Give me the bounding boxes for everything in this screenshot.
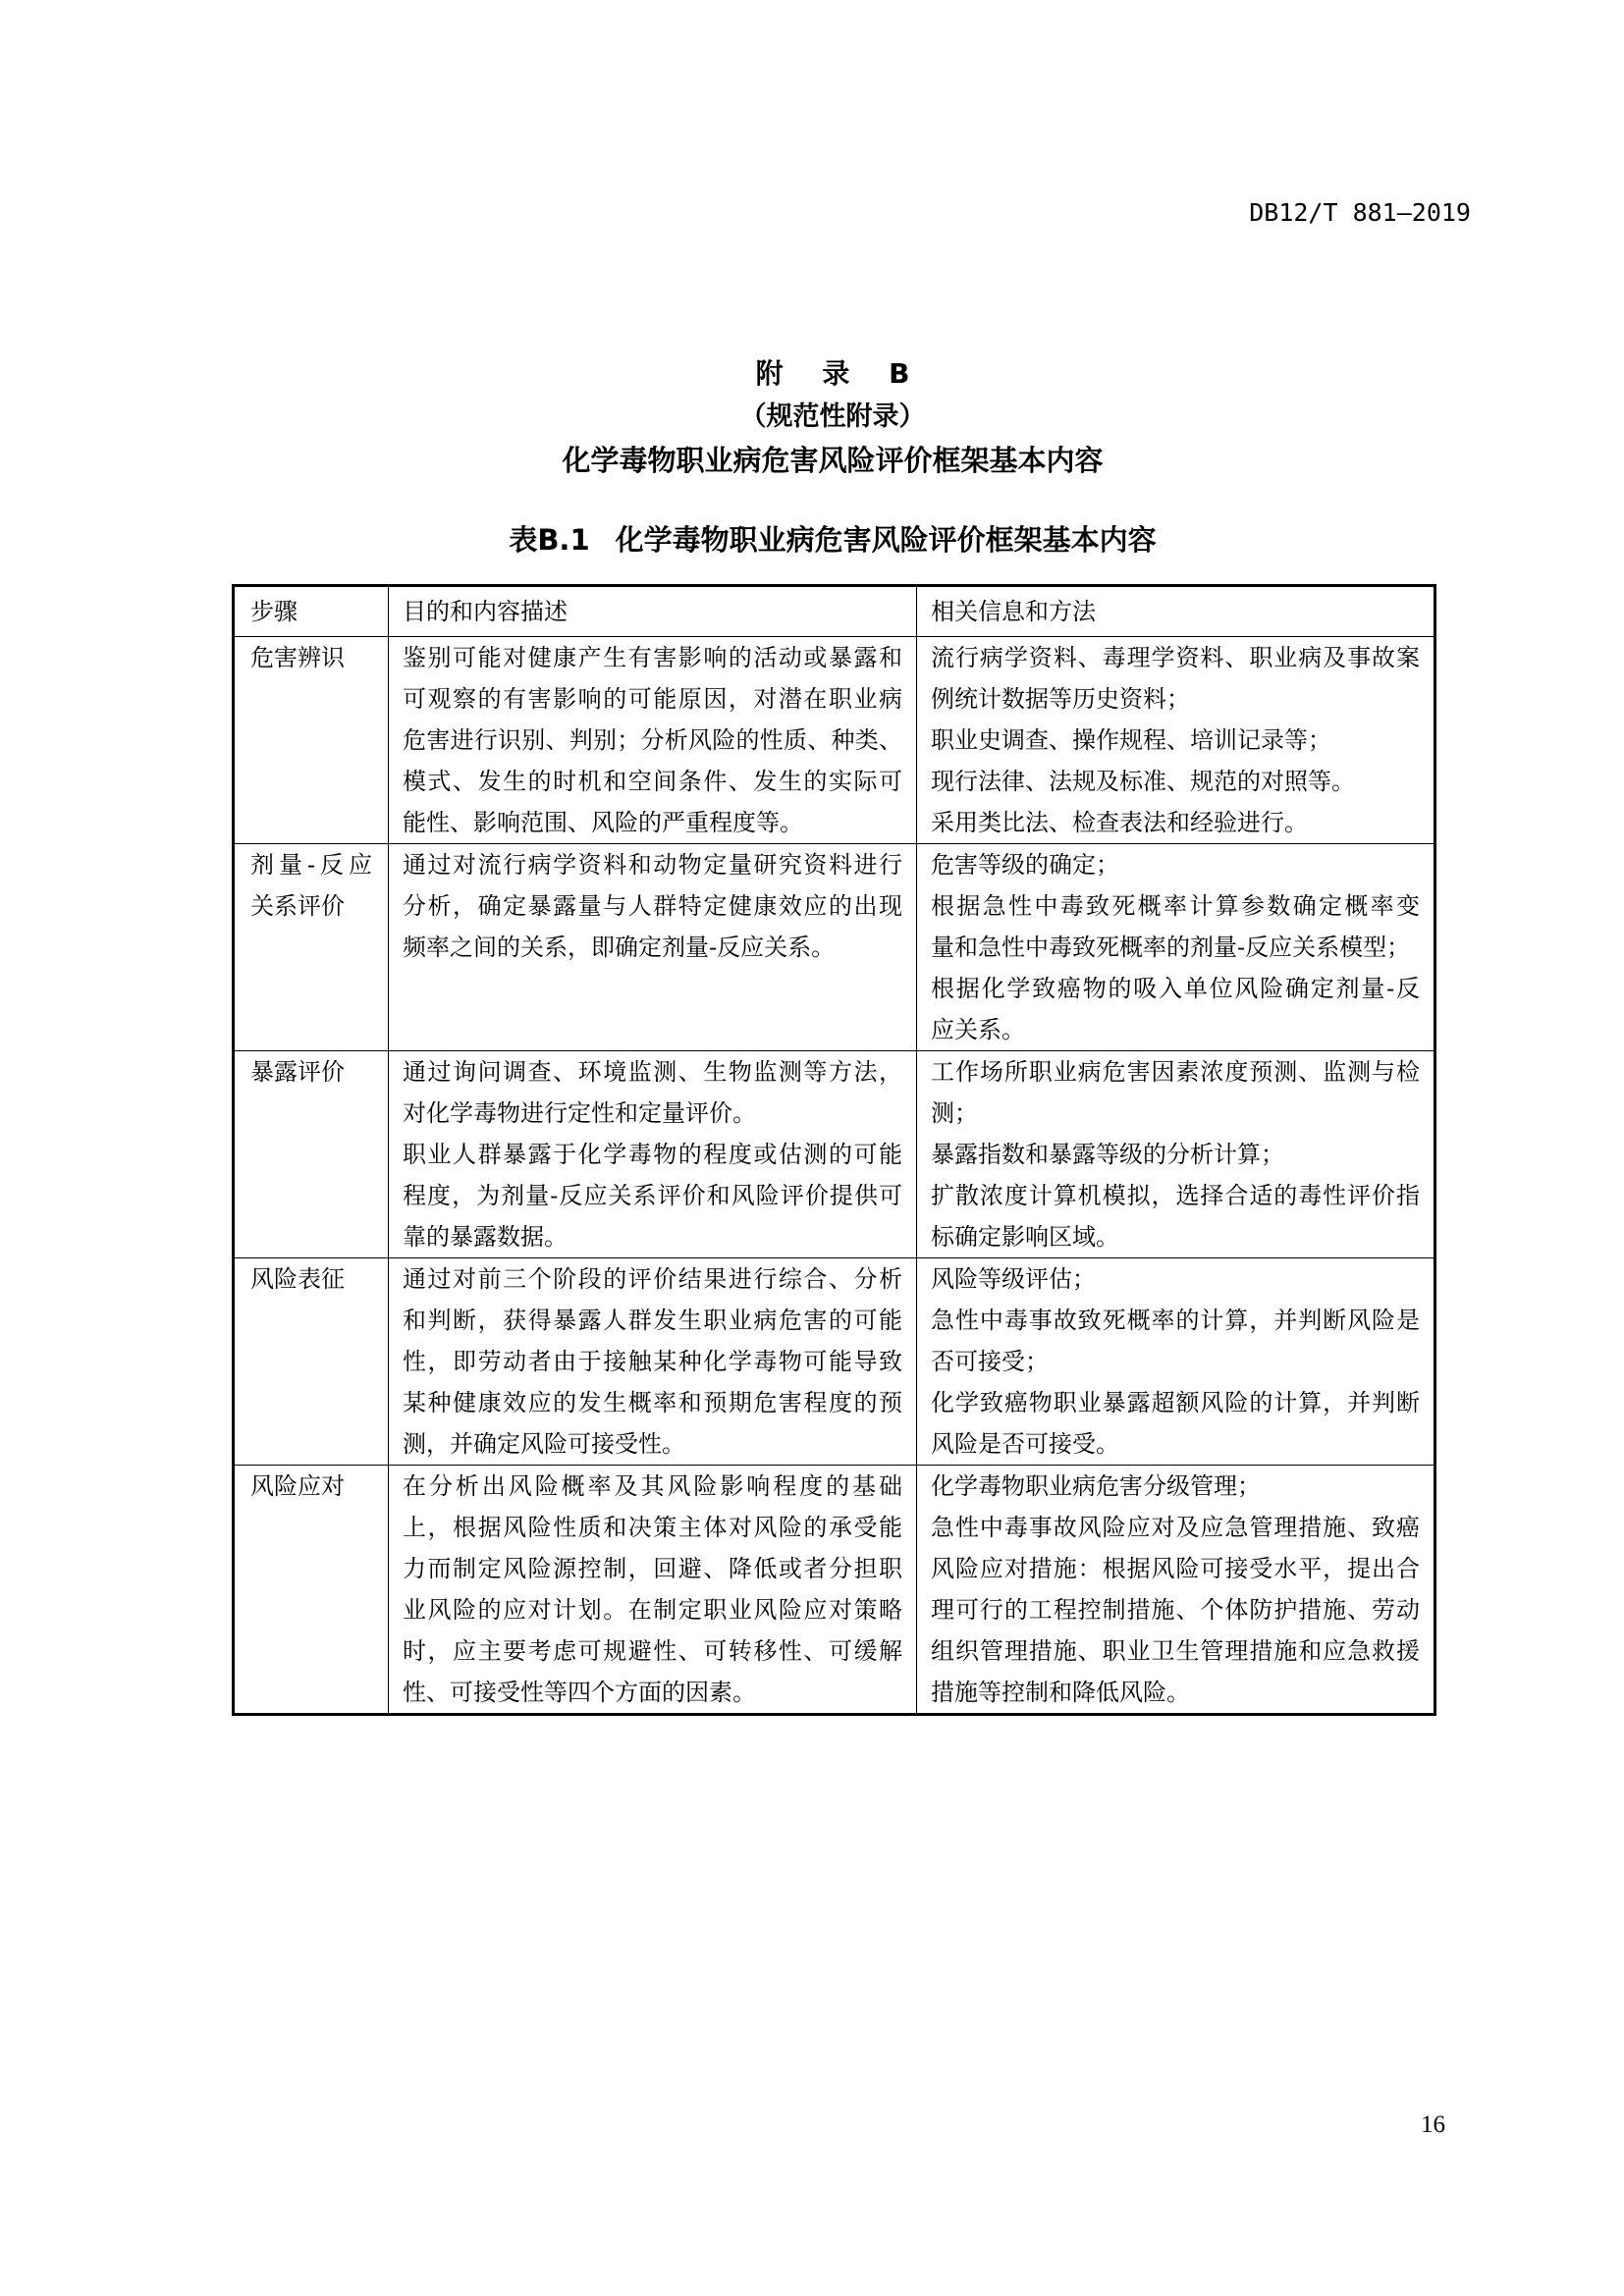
cell-line: 职业史调查、操作规程、培训记录等； <box>931 726 1331 754</box>
cell-line: 组织管理措施、职业卫生管理措施和应急救援 <box>931 1637 1420 1665</box>
cell-paragraph <box>250 1258 372 1300</box>
cell-line: 和判断，获得暴露人群发生职业病危害的可能 <box>403 1307 902 1334</box>
step-cell <box>234 637 389 844</box>
cell-line: 频率之间的关系，即确定剂量-反应关系。 <box>403 934 836 961</box>
cell-line: 鉴别可能对健康产生有害影响的活动或暴露和 <box>403 644 902 671</box>
cell-paragraph <box>931 1175 1420 1257</box>
cell-line: 化学毒物职业病危害分级管理； <box>931 1472 1261 1500</box>
cell-paragraph <box>931 844 1420 885</box>
page-number: 16 <box>1421 2111 1445 2138</box>
step-cell <box>234 1051 389 1258</box>
cell-line: 采用类比法、检查表法和经验进行。 <box>931 809 1308 836</box>
description-cell <box>389 1466 917 1715</box>
cell-line: 危害等级的确定； <box>931 851 1119 879</box>
cell-paragraph <box>931 761 1420 802</box>
column-header-description: 目的和内容描述 <box>389 586 917 637</box>
cell-line: 应关系。 <box>931 1016 1025 1043</box>
cell-line: 化学致癌物职业暴露超额风险的计算，并判断 <box>931 1389 1420 1416</box>
cell-line: 风险应对措施：根据风险可接受水平，提出合 <box>931 1555 1420 1582</box>
cell-line: 程度，为剂量-反应关系评价和风险评价提供可 <box>403 1182 902 1209</box>
description-cell <box>389 637 917 844</box>
cell-paragraph <box>403 1134 902 1257</box>
table-row <box>234 844 1435 1051</box>
risk-assessment-table <box>232 584 1436 1716</box>
cell-line: 暴露指数和暴露等级的分析计算； <box>931 1141 1284 1168</box>
column-header-step: 步骤 <box>234 586 389 637</box>
cell-paragraph <box>250 1051 372 1093</box>
cell-line: 靠的暴露数据。 <box>403 1223 568 1251</box>
table-row <box>234 1051 1435 1258</box>
cell-line: 关系评价 <box>250 892 345 920</box>
cell-line: 在分析出风险概率及其风险影响程度的基础 <box>403 1472 902 1500</box>
cell-paragraph <box>931 637 1420 720</box>
cell-line: 模式、发生的时机和空间条件、发生的实际可 <box>403 768 902 795</box>
cell-line: 测； <box>931 1099 978 1127</box>
cell-paragraph <box>403 1466 902 1713</box>
cell-line: 标确定影响区域。 <box>931 1223 1119 1251</box>
cell-paragraph <box>931 1466 1420 1507</box>
cell-line: 风险表征 <box>250 1265 345 1293</box>
table-caption-title: 化学毒物职业病危害风险评价框架基本内容 <box>615 523 1157 557</box>
cell-paragraph <box>931 885 1420 968</box>
cell-line: 现行法律、法规及标准、规范的对照等。 <box>931 768 1355 795</box>
methods-cell <box>917 1258 1435 1466</box>
description-cell <box>389 1051 917 1258</box>
table-row <box>234 1466 1435 1715</box>
cell-paragraph <box>250 844 372 927</box>
cell-line: 急性中毒事故致死概率的计算，并判断风险是 <box>931 1307 1420 1334</box>
appendix-label: 附 录 B <box>755 357 910 390</box>
table-row <box>234 1258 1435 1466</box>
cell-line: 性，即劳动者由于接触某种化学毒物可能导致 <box>403 1348 902 1375</box>
table-row <box>234 637 1435 844</box>
cell-line: 某种健康效应的发生概率和预期危害程度的预 <box>403 1389 902 1416</box>
cell-line: 流行病学资料、毒理学资料、职业病及事故案 <box>931 644 1420 671</box>
step-cell <box>234 1466 389 1715</box>
cell-line: 可观察的有害影响的可能原因，对潜在职业病 <box>403 685 902 713</box>
description-cell <box>389 844 917 1051</box>
cell-line: 风险应对 <box>250 1472 345 1500</box>
cell-line: 否可接受； <box>931 1348 1049 1375</box>
cell-paragraph <box>250 637 372 678</box>
cell-paragraph <box>250 1466 372 1507</box>
methods-cell <box>917 844 1435 1051</box>
methods-cell <box>917 637 1435 844</box>
cell-line: 剂量-反应 <box>250 851 372 879</box>
cell-line: 根据化学致癌物的吸入单位风险确定剂量-反 <box>931 975 1420 1002</box>
appendix-heading <box>232 352 1434 482</box>
cell-line: 分析，确定暴露量与人群特定健康效应的出现 <box>403 892 902 920</box>
cell-line: 通过询问调查、环境监测、生物监测等方法， <box>403 1058 902 1086</box>
cell-line: 风险等级评估； <box>931 1265 1096 1293</box>
cell-line: 暴露评价 <box>250 1058 345 1086</box>
cell-line: 力而制定风险源控制，回避、降低或者分担职 <box>403 1555 902 1582</box>
cell-line: 工作场所职业病危害因素浓度预测、监测与检 <box>931 1058 1420 1086</box>
description-cell <box>389 1258 917 1466</box>
cell-line: 测，并确定风险可接受性。 <box>403 1430 685 1458</box>
appendix-title: 化学毒物职业病危害风险评价框架基本内容 <box>562 444 1104 477</box>
appendix-type: （规范性附录） <box>739 401 926 432</box>
cell-line: 危害辨识 <box>250 644 345 671</box>
cell-paragraph <box>403 637 902 843</box>
cell-paragraph <box>931 1507 1420 1713</box>
cell-line: 量和急性中毒致死概率的剂量-反应关系模型； <box>931 934 1411 961</box>
cell-paragraph <box>931 968 1420 1050</box>
cell-line: 急性中毒事故风险应对及应急管理措施、致癌 <box>931 1514 1420 1541</box>
cell-line: 措施等控制和降低风险。 <box>931 1679 1190 1706</box>
cell-line: 根据急性中毒致死概率计算参数确定概率变 <box>931 892 1420 920</box>
cell-paragraph <box>931 802 1420 843</box>
cell-paragraph <box>403 1051 902 1134</box>
cell-line: 上，根据风险性质和决策主体对风险的承受能 <box>403 1514 902 1541</box>
cell-line: 通过对流行病学资料和动物定量研究资料进行 <box>403 851 902 879</box>
cell-line: 危害进行识别、判别；分析风险的性质、种类、 <box>403 726 902 754</box>
cell-paragraph <box>403 844 902 968</box>
cell-line: 对化学毒物进行定性和定量评价。 <box>403 1099 756 1127</box>
cell-line: 理可行的工程控制措施、个体防护措施、劳动 <box>931 1596 1420 1624</box>
cell-line: 性、可接受性等四个方面的因素。 <box>403 1679 756 1706</box>
methods-cell <box>917 1466 1435 1715</box>
cell-line: 业风险的应对计划。在制定职业风险应对策略 <box>403 1596 902 1624</box>
table-body <box>234 637 1435 1715</box>
cell-line: 例统计数据等历史资料； <box>931 685 1190 713</box>
column-header-methods: 相关信息和方法 <box>917 586 1435 637</box>
cell-paragraph <box>931 1134 1420 1175</box>
cell-paragraph <box>931 1300 1420 1382</box>
cell-paragraph <box>403 1258 902 1465</box>
cell-line: 通过对前三个阶段的评价结果进行综合、分析 <box>403 1265 902 1293</box>
table-caption-number: 表B.1 <box>509 523 590 557</box>
methods-cell <box>917 1051 1435 1258</box>
cell-paragraph <box>931 720 1420 761</box>
table-header-row <box>234 586 1435 637</box>
cell-paragraph <box>931 1258 1420 1300</box>
cell-line: 风险是否可接受。 <box>931 1430 1119 1458</box>
cell-paragraph <box>931 1051 1420 1134</box>
table-caption <box>232 518 1434 561</box>
cell-line: 扩散浓度计算机模拟，选择合适的毒性评价指 <box>931 1182 1420 1209</box>
cell-line: 时，应主要考虑可规避性、可转移性、可缓解 <box>403 1637 902 1665</box>
cell-line: 职业人群暴露于化学毒物的程度或估测的可能 <box>403 1141 902 1168</box>
step-cell <box>234 1258 389 1466</box>
cell-paragraph <box>931 1382 1420 1465</box>
document-code: DB12/T 881—2019 <box>1249 198 1471 227</box>
step-cell <box>234 844 389 1051</box>
cell-line: 能性、影响范围、风险的严重程度等。 <box>403 809 803 836</box>
